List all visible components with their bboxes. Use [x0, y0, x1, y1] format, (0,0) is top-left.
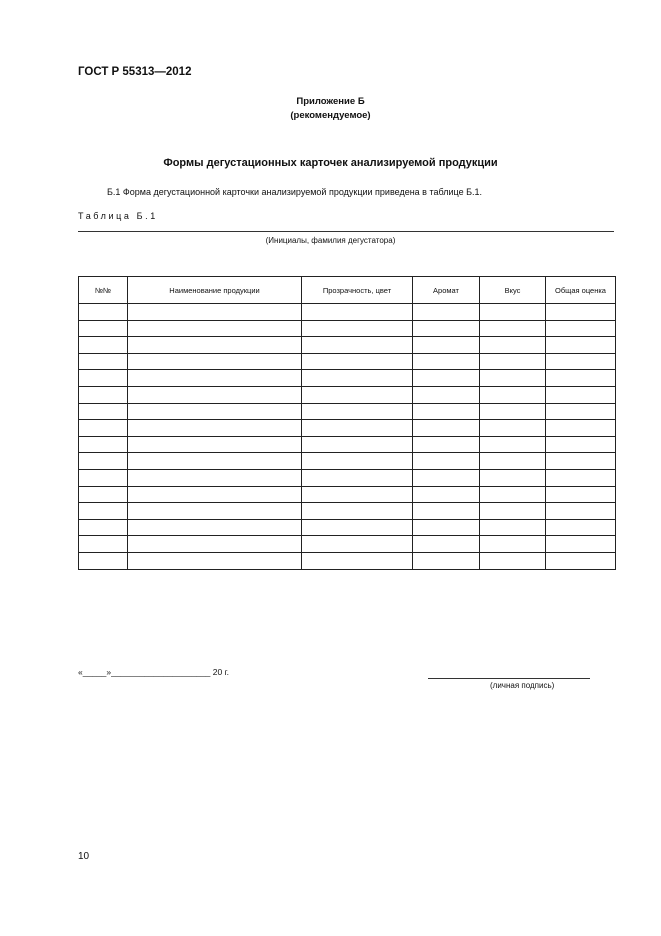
table-row	[79, 552, 616, 569]
table-cell	[413, 403, 480, 420]
table-cell	[480, 503, 546, 520]
table-cell	[128, 386, 302, 403]
table-cell	[79, 503, 128, 520]
table-cell	[128, 403, 302, 420]
table-row	[79, 503, 616, 520]
table-row	[79, 370, 616, 387]
table-cell	[480, 519, 546, 536]
table-cell	[546, 353, 616, 370]
table-cell	[79, 353, 128, 370]
signature-caption: (личная подпись)	[490, 681, 555, 690]
table-body	[79, 304, 616, 570]
table-cell	[546, 486, 616, 503]
table-row	[79, 436, 616, 453]
table-cell	[480, 304, 546, 321]
table-cell	[79, 403, 128, 420]
table-header-row	[79, 277, 616, 304]
table-cell	[79, 370, 128, 387]
table-cell	[302, 469, 413, 486]
table-row	[79, 337, 616, 354]
table-cell	[302, 486, 413, 503]
table-cell	[128, 304, 302, 321]
annex-label: Приложение Б	[296, 96, 365, 107]
table-cell	[302, 503, 413, 520]
table-cell	[302, 370, 413, 387]
column-header-number: №№	[79, 277, 128, 304]
table-cell	[302, 519, 413, 536]
table-cell	[480, 552, 546, 569]
table-cell	[413, 486, 480, 503]
table-cell	[546, 403, 616, 420]
table-cell	[546, 436, 616, 453]
signature-line	[428, 678, 590, 679]
table-cell	[546, 453, 616, 470]
table-cell	[546, 337, 616, 354]
table-cell	[128, 503, 302, 520]
date-line: «_____»_____________________ 20 г.	[78, 667, 229, 677]
table-cell	[79, 536, 128, 553]
table-cell	[128, 486, 302, 503]
table-caption: Таблица Б.1	[78, 211, 158, 221]
table-cell	[546, 503, 616, 520]
table-cell	[546, 469, 616, 486]
table-cell	[128, 337, 302, 354]
table-cell	[302, 304, 413, 321]
table-cell	[480, 453, 546, 470]
table-cell	[302, 403, 413, 420]
table-cell	[128, 469, 302, 486]
table-cell	[413, 337, 480, 354]
table-cell	[413, 386, 480, 403]
table-cell	[79, 519, 128, 536]
table-row	[79, 519, 616, 536]
tasting-card-table	[78, 276, 616, 570]
taster-caption: (Инициалы, фамилия дегустатора)	[265, 236, 396, 245]
table-cell	[302, 420, 413, 437]
table-cell	[302, 453, 413, 470]
table-cell	[546, 386, 616, 403]
table-cell	[480, 370, 546, 387]
column-header-taste: Вкус	[480, 277, 546, 304]
table-cell	[79, 337, 128, 354]
table-cell	[480, 536, 546, 553]
table-cell	[302, 386, 413, 403]
table-cell	[480, 469, 546, 486]
table-cell	[546, 370, 616, 387]
table-row	[79, 386, 616, 403]
table-cell	[128, 320, 302, 337]
intro-paragraph: Б.1 Форма дегустационной карточки анализируемой продукции приведена в таблице Б.1.	[107, 187, 482, 197]
table-row	[79, 353, 616, 370]
table-cell	[128, 536, 302, 553]
table-cell	[302, 536, 413, 553]
table-row	[79, 536, 616, 553]
table-row	[79, 453, 616, 470]
table-cell	[128, 519, 302, 536]
table-cell	[413, 519, 480, 536]
table-cell	[480, 386, 546, 403]
table-cell	[546, 552, 616, 569]
table-cell	[79, 320, 128, 337]
table-cell	[302, 552, 413, 569]
table-cell	[413, 320, 480, 337]
table-cell	[302, 353, 413, 370]
table-cell	[413, 353, 480, 370]
table-cell	[302, 337, 413, 354]
section-title: Формы дегустационных карточек анализируемой продукции	[163, 157, 498, 169]
table-row	[79, 469, 616, 486]
table-row	[79, 403, 616, 420]
standard-number: ГОСТ Р 55313—2012	[78, 66, 192, 78]
column-header-overall-score: Общая оценка	[546, 277, 616, 304]
table-cell	[79, 436, 128, 453]
table-cell	[413, 436, 480, 453]
table-cell	[413, 552, 480, 569]
table-cell	[480, 420, 546, 437]
annex-status: (рекомендуемое)	[290, 110, 371, 121]
table-cell	[128, 436, 302, 453]
table-cell	[546, 519, 616, 536]
page-number: 10	[78, 851, 90, 862]
taster-name-line	[78, 231, 614, 232]
table-cell	[302, 436, 413, 453]
table-cell	[413, 304, 480, 321]
table-cell	[413, 469, 480, 486]
table-cell	[413, 453, 480, 470]
table-cell	[546, 304, 616, 321]
table-cell	[79, 420, 128, 437]
table-cell	[546, 536, 616, 553]
table-cell	[413, 536, 480, 553]
table-cell	[302, 320, 413, 337]
table-row	[79, 486, 616, 503]
table-cell	[546, 320, 616, 337]
column-header-aroma: Аромат	[413, 277, 480, 304]
table-cell	[480, 353, 546, 370]
table-cell	[128, 453, 302, 470]
table-row	[79, 320, 616, 337]
table-cell	[480, 486, 546, 503]
table-cell	[128, 353, 302, 370]
table-cell	[79, 486, 128, 503]
table-cell	[79, 453, 128, 470]
table-cell	[79, 304, 128, 321]
table-row	[79, 420, 616, 437]
column-header-clarity-color: Прозрачность, цвет	[302, 277, 413, 304]
table-cell	[128, 552, 302, 569]
table-cell	[480, 436, 546, 453]
table-cell	[413, 420, 480, 437]
table-cell	[480, 337, 546, 354]
table-cell	[79, 386, 128, 403]
table-cell	[128, 370, 302, 387]
table-row	[79, 304, 616, 321]
table-cell	[546, 420, 616, 437]
column-header-product-name: Наименование продукции	[128, 277, 302, 304]
table-cell	[128, 420, 302, 437]
table-cell	[480, 320, 546, 337]
table-cell	[413, 503, 480, 520]
table-cell	[79, 469, 128, 486]
table-cell	[79, 552, 128, 569]
table-cell	[480, 403, 546, 420]
table-cell	[413, 370, 480, 387]
